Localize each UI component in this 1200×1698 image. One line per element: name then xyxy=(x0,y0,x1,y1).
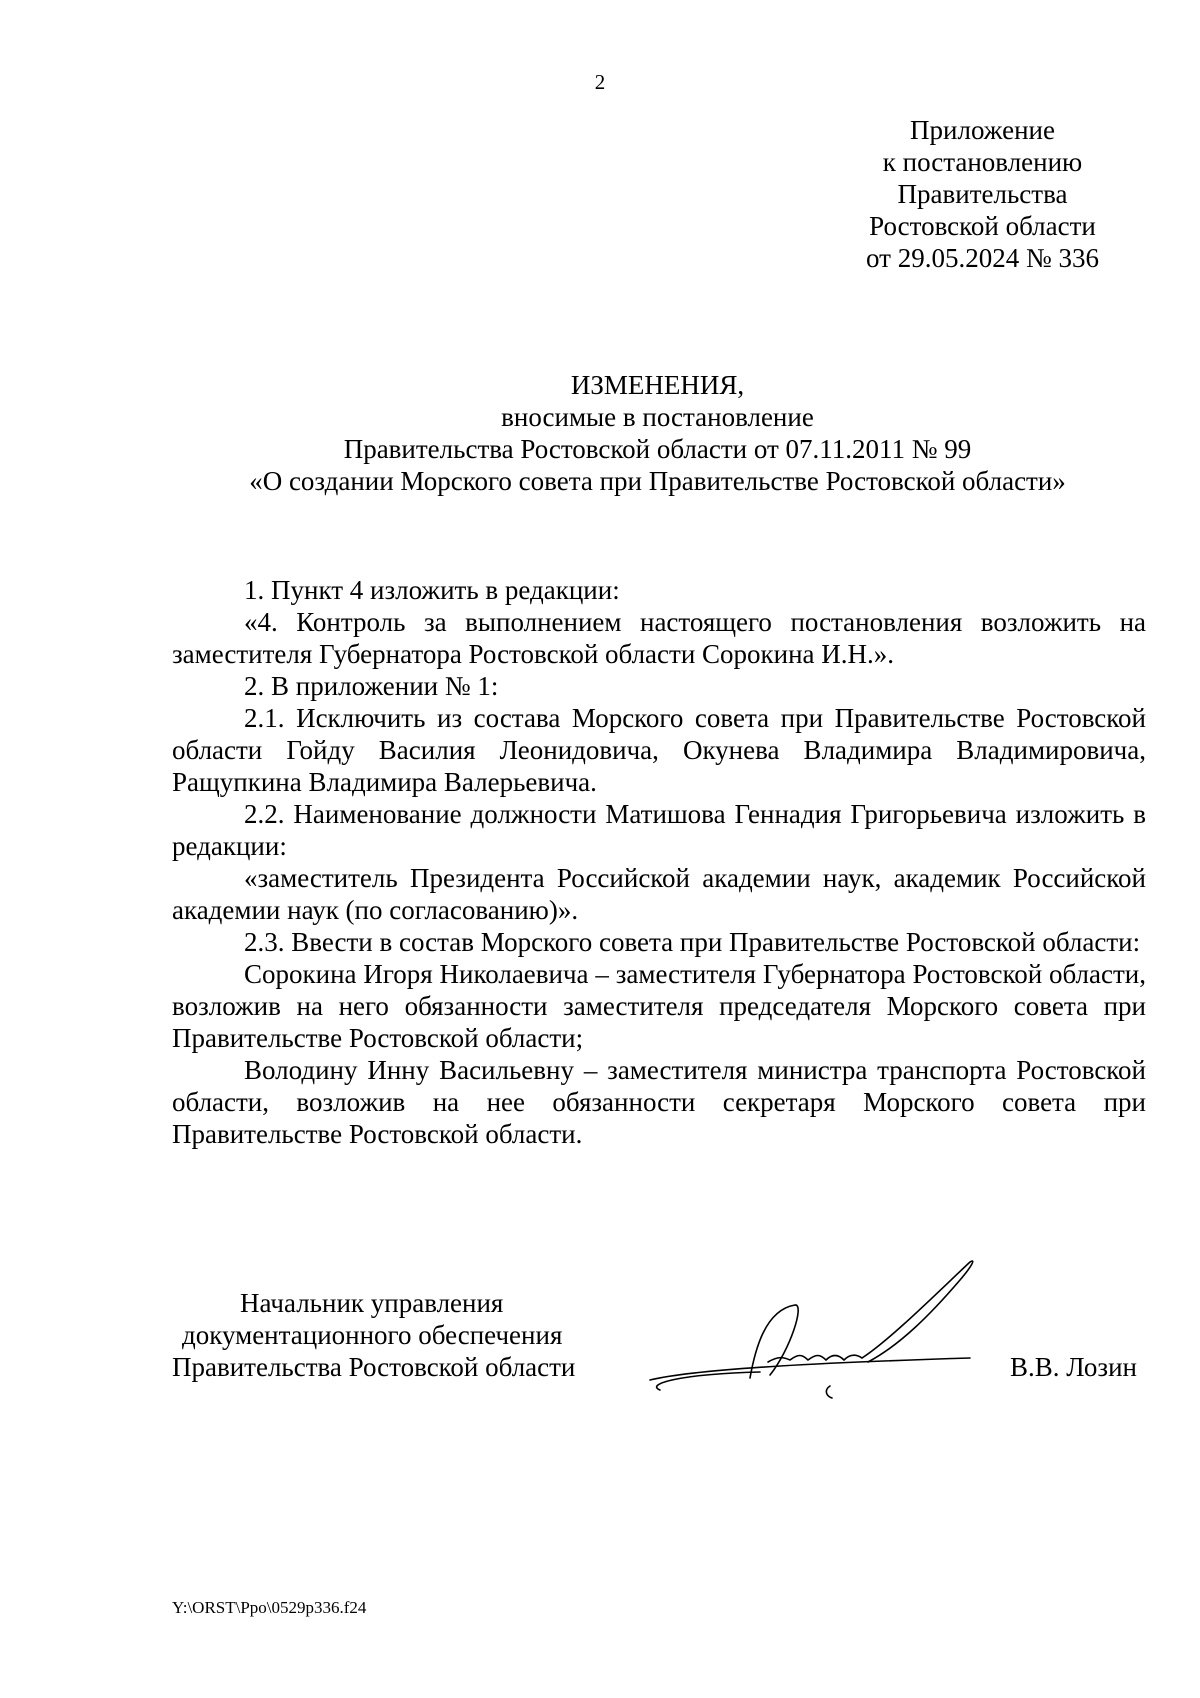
appendix-block xyxy=(840,114,1125,274)
signatory-name: В.В. Лозин xyxy=(1010,1352,1137,1382)
handwritten-signature xyxy=(640,1250,990,1420)
paragraph: «заместитель Президента Российской академии наук, академик Российской академии наук (по согласованию)». xyxy=(172,863,1146,925)
title-line: вносимые в постановление xyxy=(501,402,814,432)
signatory-position-line: Начальник управления xyxy=(240,1288,504,1318)
page-number: 2 xyxy=(594,70,606,94)
paragraph: 2.1. Исключить из состава Морского совета при Правительстве Ростовской области Гойду Василия Леонидовича, Окунева Владимира Владимировича, Ращупкина Владимира Валерьевича. xyxy=(172,703,1146,797)
title-line: Правительства Ростовской области от 07.11.2011 № 99 xyxy=(343,434,972,464)
document-title xyxy=(170,369,1145,497)
paragraph: 2.3. Ввести в состав Морского совета при Правительстве Ростовской области: xyxy=(244,927,1141,957)
appendix-line: Правительства xyxy=(897,179,1068,209)
appendix-line: к постановлению xyxy=(882,147,1083,177)
file-path: Y:\ORST\Ppo\0529p336.f24 xyxy=(172,1598,367,1617)
paragraph: «4. Контроль за выполнением настоящего постановления возложить на заместителя Губернатора Ростовской области Сорокина И.Н.». xyxy=(172,607,1146,669)
title-line: «О создании Морского совета при Правительстве Ростовской области» xyxy=(249,466,1066,496)
paragraph: Володину Инну Васильевну – заместителя министра транспорта Ростовской области, возложив на нее обязанности секретаря Морского совета при Правительстве Ростовской области. xyxy=(172,1055,1146,1149)
signatory-position xyxy=(172,1287,575,1383)
title-heading: ИЗМЕНЕНИЯ, xyxy=(570,370,745,400)
paragraph: 1. Пункт 4 изложить в редакции: xyxy=(244,575,620,605)
paragraph: Сорокина Игоря Николаевича – заместителя Губернатора Ростовской области, возложив на него обязанности заместителя председателя Морского совета при Правительстве Ростовской области; xyxy=(172,959,1146,1053)
signatory-position-line: документационного обеспечения xyxy=(182,1320,563,1350)
paragraph: 2.2. Наименование должности Матишова Геннадия Григорьевича изложить в редакции: xyxy=(172,799,1146,861)
appendix-line: Приложение xyxy=(910,115,1055,145)
paragraph: 2. В приложении № 1: xyxy=(244,671,499,701)
signatory-position-line: Правительства Ростовской области xyxy=(172,1352,576,1382)
appendix-line: Ростовской области xyxy=(869,211,1096,241)
appendix-line: от 29.05.2024 № 336 xyxy=(866,243,1099,273)
document-body xyxy=(172,574,1146,1150)
